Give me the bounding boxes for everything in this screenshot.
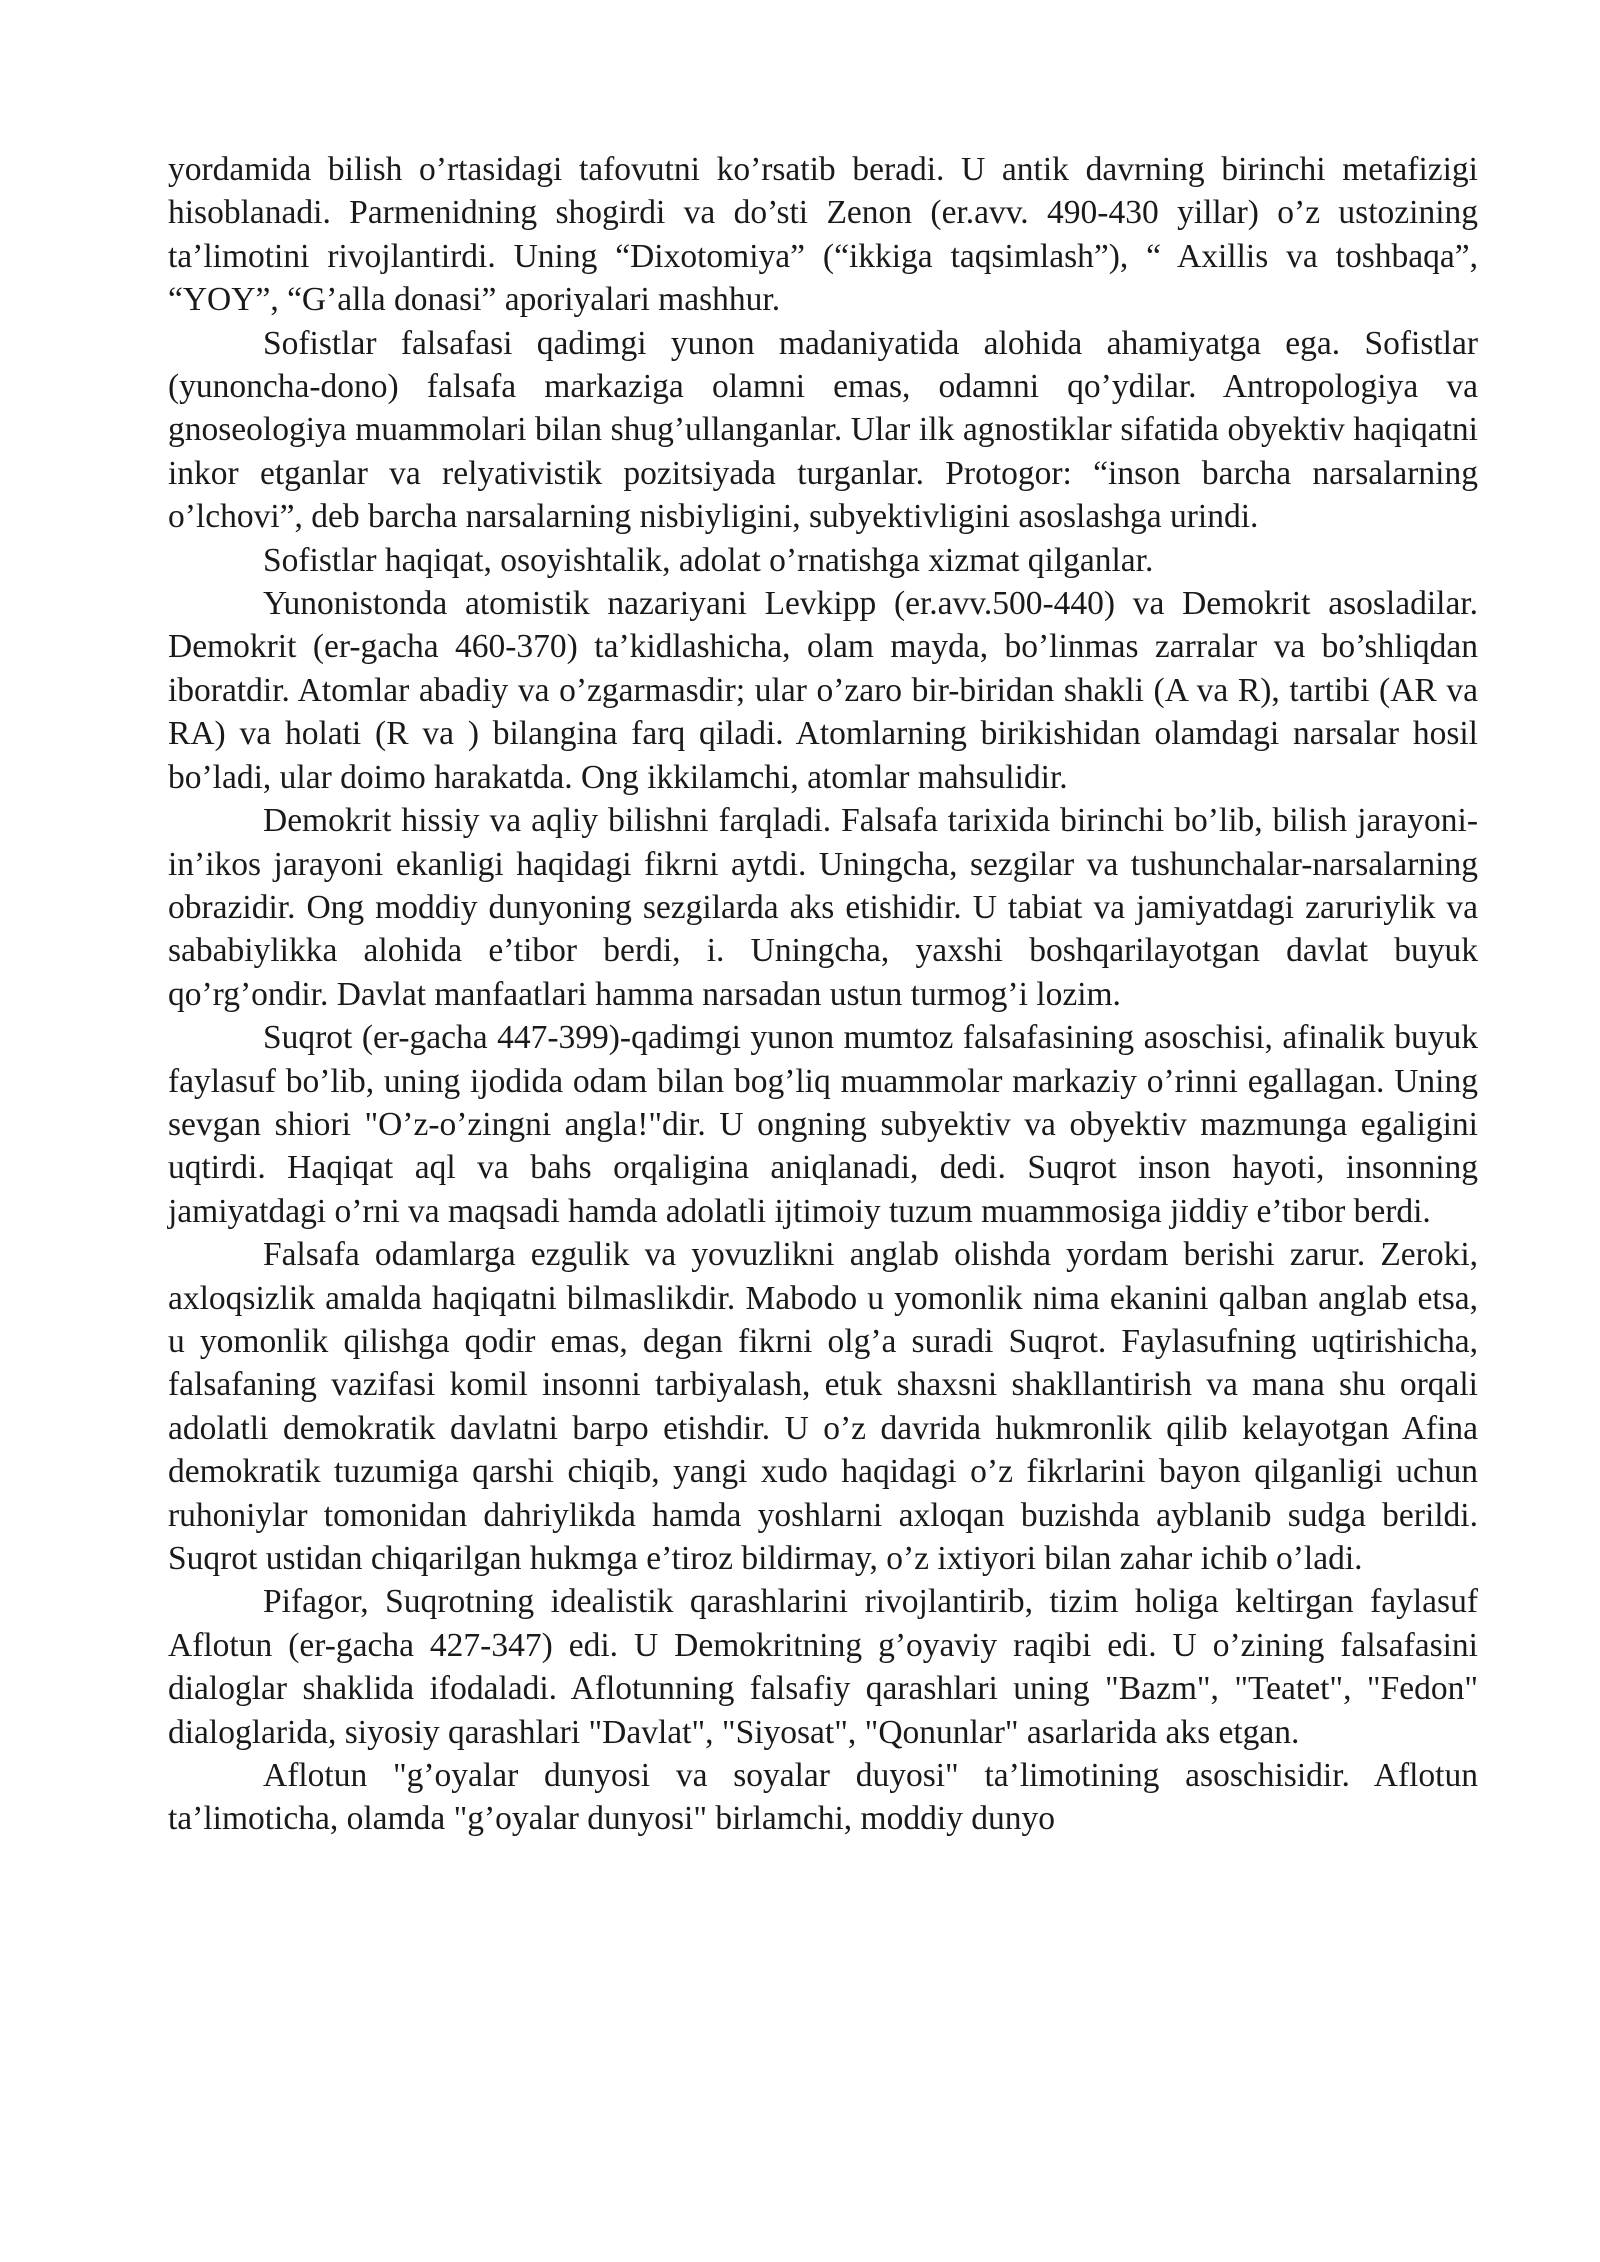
paragraph-atomism: Yunonistonda atomistik nazariyani Levkipp (er.avv.500-440) va Demokrit asosladilar. Demokrit (er-gacha 460-370) ta’kidlashicha, olam mayda, bo’linmas zarralar va bo’shliqdan iboratdir. Atomlar abadiy va o’zgarmasdir; ular o’zaro bir-biridan shakli (A va R), tartibi (AR va RA) va holati (R va ) bilangina farq qiladi. Atomlarning birikishidan olamdagi narsalar hosil bo’ladi, ular doimo harakatda. Ong ikkilamchi, atomlar mahsulidir. [168, 585, 1478, 796]
paragraph-philosophy-good-evil: Falsafa odamlarga ezgulik va yovuzlikni anglab olishda yordam berishi zarur. Zeroki, axloqsizlik amalda haqiqatni bilmaslikdir. Mabodo u yomonlik nima ekanini qalban anglab etsa, u yomonlik qilishga qodir emas, degan fikrni olg’a suradi Suqrot. Faylasufning uqtirishicha, falsafaning vazifasi komil insonni tarbiyalash, etuk shaxsni shakllantirish va mana shu orqali adolatli demokratik davlatni barpo etishdir. U o’z davrida hukmronlik qilib kelayotgan Afina demokratik tuzumiga qarshi chiqib, yangi xudo haqidagi o’z fikrlarini bayon qilganligi uchun ruhoniylar tomonidan dahriylikda hamda yoshlarni axloqan buzishda ayblanib sudga berildi. Suqrot ustidan chiqarilgan hukmga e’tiroz bildirmay, o’z ixtiyori bilan zahar ichib o’ladi. [168, 1236, 1478, 1577]
document-page [168, 148, 1478, 1841]
paragraph-zenon-aporias: yordamida bilish o’rtasidagi tafovutni ko’rsatib beradi. U antik davrning birinchi metafizigi hisoblanadi. Parmenidning shogirdi va do’sti Zenon (er.avv. 490-430 yillar) o’z ustozining ta’limotini rivojlantirdi. Uning “Dixotomiya” (“ikkiga taqsimlash”), “ Axillis va toshbaqa”, “YOY”, “G’alla donasi” aporiyalari mashhur. [168, 151, 1478, 319]
paragraph-sophists-justice: Sofistlar haqiqat, osoyishtalik, adolat o’rnatishga xizmat qilganlar. [263, 541, 1154, 579]
paragraph-plato: Pifagor, Suqrotning idealistik qarashlarini rivojlantirib, tizim holiga keltirgan faylasuf Aflotun (er-gacha 427-347) edi. U Demokritning g’oyaviy raqibi edi. U o’zining falsafasini dialoglar shaklida ifodaladi. Aflotunning falsafiy qarashlari uning "Bazm", "Teatet", "Fedon" dialoglarida, siyosiy qarashlari "Davlat", "Siyosat", "Qonunlar" asarlarida aks etgan. [168, 1583, 1478, 1751]
paragraph-democritus-knowledge: Demokrit hissiy va aqliy bilishni farqladi. Falsafa tarixida birinchi bo’lib, bilish jarayoni-in’ikos jarayoni ekanligi haqidagi fikrni aytdi. Uningcha, sezgilar va tushunchalar-narsalarning obrazidir. Ong moddiy dunyoning sezgilarda aks etishidir. U tabiat va jamiyatdagi zaruriylik va sababiylikka alohida e’tibor berdi, i. Uningcha, yaxshi boshqarilayotgan davlat buyuk qo’rg’ondir. Davlat manfaatlari hamma narsadan ustun turmog’i lozim. [168, 802, 1478, 1013]
paragraph-sophists: Sofistlar falsafasi qadimgi yunon madaniyatida alohida ahamiyatga ega. Sofistlar (yunoncha-dono) falsafa markaziga olamni emas, odamni qo’ydilar. Antropologiya va gnoseologiya muammolari bilan shug’ullanganlar. Ular ilk agnostiklar sifatida obyektiv haqiqatni inkor etganlar va relyativistik pozitsiyada turganlar. Protogor: “inson barcha narsalarning o’lchovi”, deb barcha narsalarning nisbiyligini, subyektivligini asoslashga urindi. [168, 324, 1478, 536]
paragraph-socrates: Suqrot (er-gacha 447-399)-qadimgi yunon mumtoz falsafasining asoschisi, afinalik buyuk faylasuf bo’lib, uning ijodida odam bilan bog’liq muammolar markaziy o’rinni egallagan. Uning sevgan shiori "O’z-o’zingni angla!"dir. U ongning subyektiv va obyektiv mazmunga egaligini uqtirdi. Haqiqat aql va bahs orqaligina aniqlanadi, dedi. Suqrot inson hayoti, insonning jamiyatdagi o’rni va maqsadi hamda adolatli ijtimoiy tuzum muammosiga jiddiy e’tibor berdi. [168, 1019, 1478, 1230]
paragraph-plato-ideas: Aflotun "g’oyalar dunyosi va soyalar duyosi" ta’limotining asoschisidir. Aflotun ta’limoticha, olamda "g’oyalar dunyosi" birlamchi, moddiy dunyo [168, 1757, 1478, 1838]
